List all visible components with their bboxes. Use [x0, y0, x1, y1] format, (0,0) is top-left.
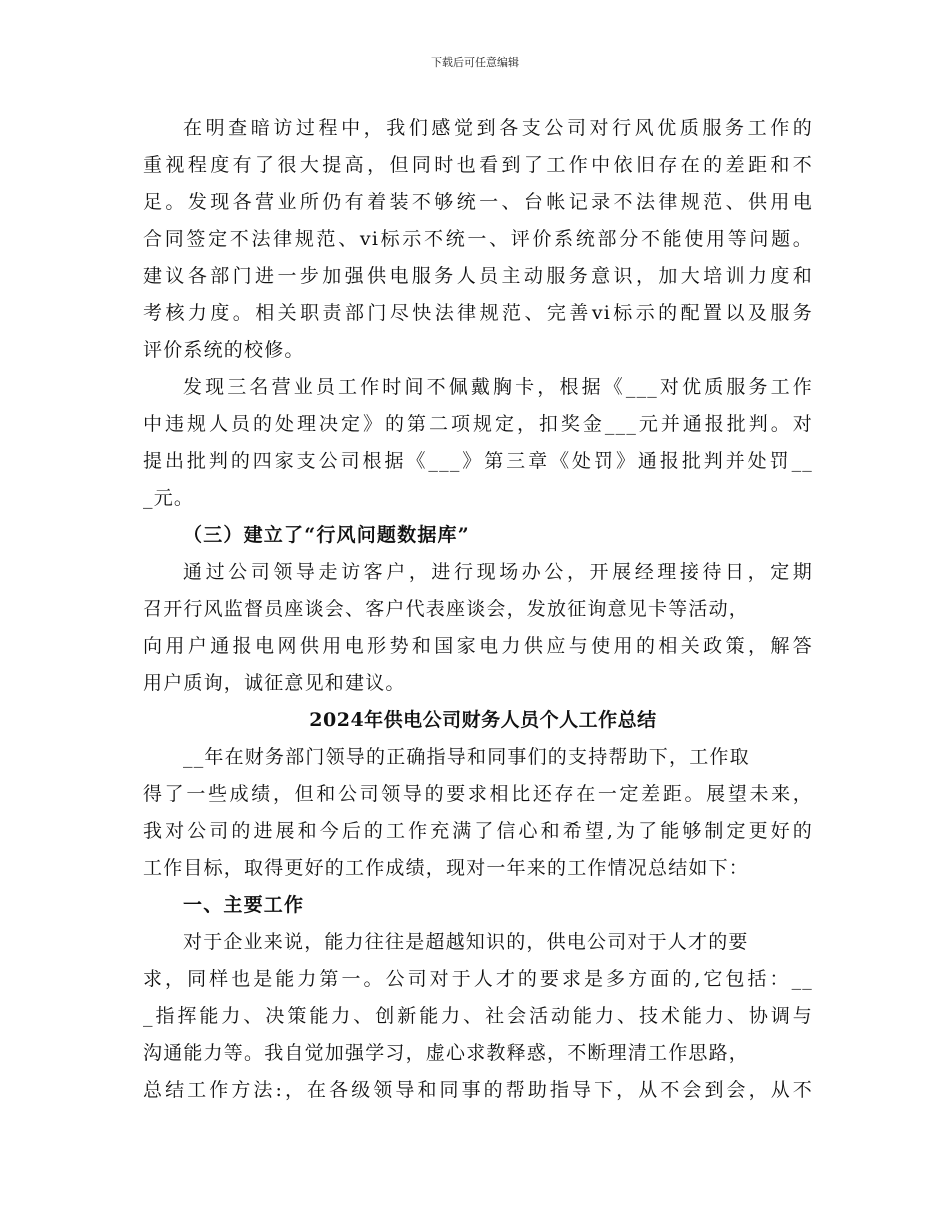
page-header: 下载后可任意编辑 [431, 56, 519, 69]
text-line: 足。发现各营业所仍有着装不够统一、台帐记录不法律规范、供用电 [143, 191, 813, 213]
document-body [143, 110, 813, 1109]
text-line: 得了一些成绩，但和公司领导的要求相比还存在一定差距。展望未来， [143, 783, 813, 805]
section-heading: （三）建立了“行风问题数据库” [183, 524, 470, 546]
text-line: _元。 [143, 487, 195, 509]
text-line: 我对公司的进展和今后的工作充满了信心和希望,为了能够制定更好的 [143, 820, 813, 842]
text-line: 工作目标，取得更好的工作成绩，现对一年来的工作情况总结如下： [143, 857, 750, 879]
section-heading: 一、主要工作 [183, 894, 305, 916]
text-line: 对于企业来说，能力往往是超越知识的，供电公司对于人才的要 [183, 931, 749, 953]
text-line: 评价系统的校修。 [143, 339, 305, 361]
text-line: 重视程度有了很大提高，但同时也看到了工作中依旧存在的差距和不 [143, 154, 813, 176]
text-line: 召开行风监督员座谈会、客户代表座谈会，发放征询意见卡等活动， [143, 598, 750, 620]
text-line: __年在财务部门领导的正确指导和同事们的支持帮助下，工作取 [183, 746, 750, 768]
text-line: 建议各部门进一步加强供电服务人员主动服务意识，加大培训力度和 [143, 265, 813, 287]
text-line: 合同签定不法律规范、vi标示不统一、评价系统部分不能使用等问题。 [143, 228, 813, 250]
text-line: 求，同样也是能力第一。公司对于人才的要求是多方面的,它包括：__ [143, 968, 813, 990]
text-line: 通过公司领导走访客户，进行现场办公，开展经理接待日，定期 [183, 561, 813, 583]
document-title: 2024年供电公司财务人员个人工作总结 [309, 709, 657, 731]
text-line: _指挥能力、决策能力、创新能力、社会活动能力、技术能力、协调与 [143, 1005, 813, 1027]
text-line: 中违规人员的处理决定》的第二项规定，扣奖金___元并通报批判。对 [143, 413, 813, 435]
text-line: 考核力度。相关职责部门尽快法律规范、完善vi标示的配置以及服务 [143, 302, 813, 324]
text-line: 在明查暗访过程中，我们感觉到各支公司对行风优质服务工作的 [183, 117, 813, 139]
text-line: 总结工作方法:，在各级领导和同事的帮助指导下，从不会到会，从不 [143, 1079, 813, 1101]
text-line: 向用户通报电网供用电形势和国家电力供应与使用的相关政策，解答 [143, 635, 813, 657]
text-line: 用户质询，诚征意见和建议。 [143, 672, 406, 694]
text-line: 发现三名营业员工作时间不佩戴胸卡，根据《___对优质服务工作 [183, 376, 813, 398]
text-line: 提出批判的四家支公司根据《___》第三章《处罚》通报批判并处罚__ [143, 450, 813, 472]
text-line: 沟通能力等。我自觉加强学习，虚心求教释惑，不断理清工作思路， [143, 1042, 750, 1064]
